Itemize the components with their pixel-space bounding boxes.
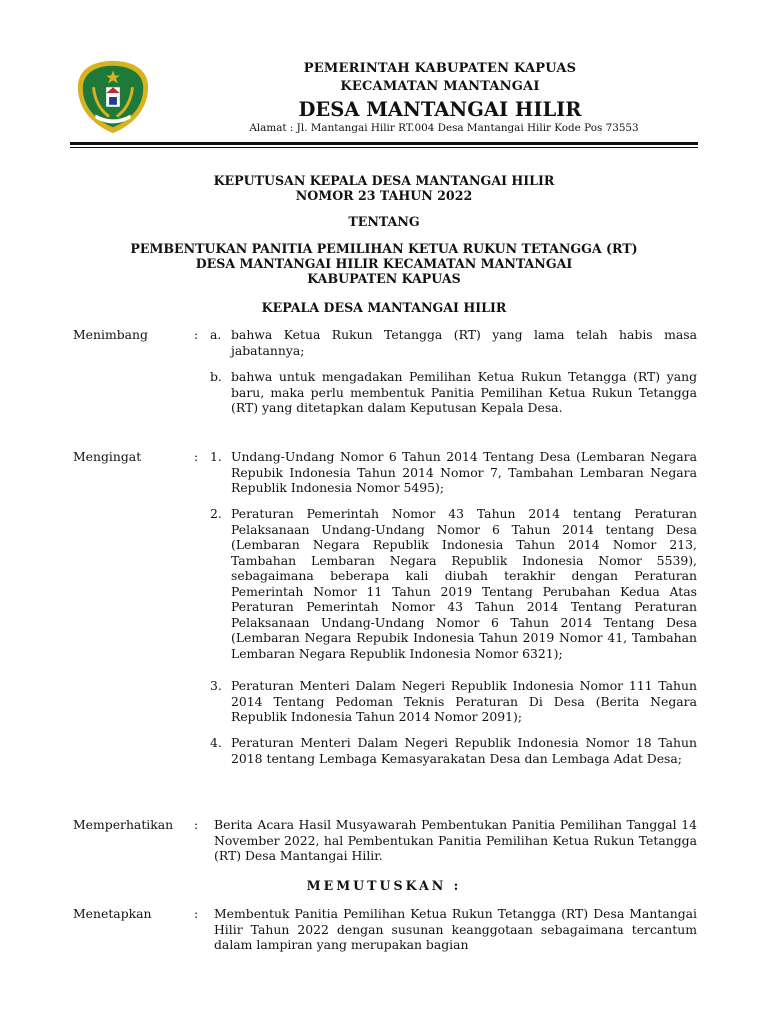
letterhead-regency: PEMERINTAH KABUPATEN KAPUAS [303,61,577,76]
kapuas-regency-emblem-icon [74,58,152,136]
letterhead-district: KECAMATAN MANTANGAI [340,79,540,94]
mengingat-item-3: Peraturan Menteri Dalam Negeri Republik Indonesia Nomor 111 Tahun 2014 Tentang Pedoman Teknis Peraturan Di Desa (Berita Negara Republik Indonesia Tahun 2014 Nomor 2091); [231,678,697,724]
menimbang-label: Menimbang [73,327,148,342]
emblem-gong-icon [109,97,117,105]
menimbang-item-a: bahwa Ketua Rukun Tetangga (RT) yang lama telah habis masa jabatannya; [231,327,697,358]
decree-subject-line3: KABUPATEN KAPUAS [307,271,461,286]
decree-subject-line1: PEMBENTUKAN PANITIA PEMILIHAN KETUA RUKUN TETANGGA (RT) [130,241,638,256]
memutuskan-heading: MEMUTUSKAN : [306,878,462,893]
menetapkan-colon: : [194,906,199,921]
mengingat-marker-1: 1. [210,449,222,464]
mengingat-colon: : [194,449,199,464]
mengingat-marker-3: 3. [210,678,222,693]
mengingat-item-2: Peraturan Pemerintah Nomor 43 Tahun 2014 tentang Peraturan Pelaksanaan Undang-Undang Nomor 6 Tahun 2014 tentang Desa (Lembaran Negara Republik Indonesia Tahun 2014 Nomor 213, Tambahan Lembaran Negara Republik Indonesia Nomor 5539), sebagaimana beberapa kali diubah terakhir dengan Peraturan Pemerintah Nomor 11 Tahun 2019 Tentang Perubahan Kedua Atas Peraturan Pemerintah Nomor 43 Tahun 2014 Tentang Peraturan Pelaksanaan Undang-Undang Nomor 6 Tahun 2014 Tentang Desa (Lembaran Negara Repubik Indonesia Tahun 2019 Nomor 41, Tambahan Lembaran Negara Republik Indonesia Nomor 6321); [231,506,697,661]
mengingat-label: Mengingat [73,449,142,464]
decree-subject-line2: DESA MANTANGAI HILIR KECAMATAN MANTANGAI [195,256,573,271]
menimbang-marker-b: b. [210,369,222,384]
menimbang-marker-a: a. [210,327,222,342]
decree-issuer: KEPALA DESA MANTANGAI HILIR [261,300,507,315]
memperhatikan-text: Berita Acara Hasil Musyawarah Pembentukan Panitia Pemilihan Tanggal 14 November 2022, hal Pembentukan Panitia Pemilihan Ketua Rukun Tetangga (RT) Desa Mantangai Hilir. [214,817,697,863]
letterhead-village: DESA MANTANGAI HILIR [298,98,582,121]
letterhead-rule-thin [70,147,698,148]
mengingat-item-1: Undang-Undang Nomor 6 Tahun 2014 Tentang Desa (Lembaran Negara Repubik Indonesia Tahun 2014 Nomor 7, Tambahan Lembaran Negara Republik Indonesia Nomor 5495); [231,449,697,495]
menimbang-item-b: bahwa untuk mengadakan Pemilihan Ketua Rukun Tetangga (RT) yang baru, maka perlu membentuk Panitia Pemilihan Ketua Rukun Tetangga (RT) yang ditetapkan dalam Keputusan Kepala Desa. [231,369,697,415]
decree-number: NOMOR 23 TAHUN 2022 [295,188,473,203]
letterhead-address: Alamat : Jl. Mantangai Hilir RT.004 Desa Mantangai Hilir Kode Pos 73553 [249,122,639,134]
menimbang-colon: : [194,327,199,342]
menetapkan-text: Membentuk Panitia Pemilihan Ketua Rukun Tetangga (RT) Desa Mantangai Hilir Tahun 2022 dengan susunan keanggotaan sebagaimana tercantum dalam lampiran yang merupakan bagian [214,906,697,952]
letterhead [170,60,710,123]
decree-title: KEPUTUSAN KEPALA DESA MANTANGAI HILIR [213,173,555,188]
menetapkan-label: Menetapkan [73,906,152,921]
mengingat-item-4: Peraturan Menteri Dalam Negeri Republik Indonesia Nomor 18 Tahun 2018 tentang Lembaga Kemasyarakatan Desa dan Lembaga Adat Desa; [231,735,697,766]
letterhead-rule-thick [70,142,698,145]
mengingat-marker-2: 2. [210,506,222,521]
memperhatikan-label: Memperhatikan [73,817,174,832]
decree-tentang: TENTANG [348,214,420,229]
mengingat-marker-4: 4. [210,735,222,750]
memperhatikan-colon: : [194,817,199,832]
